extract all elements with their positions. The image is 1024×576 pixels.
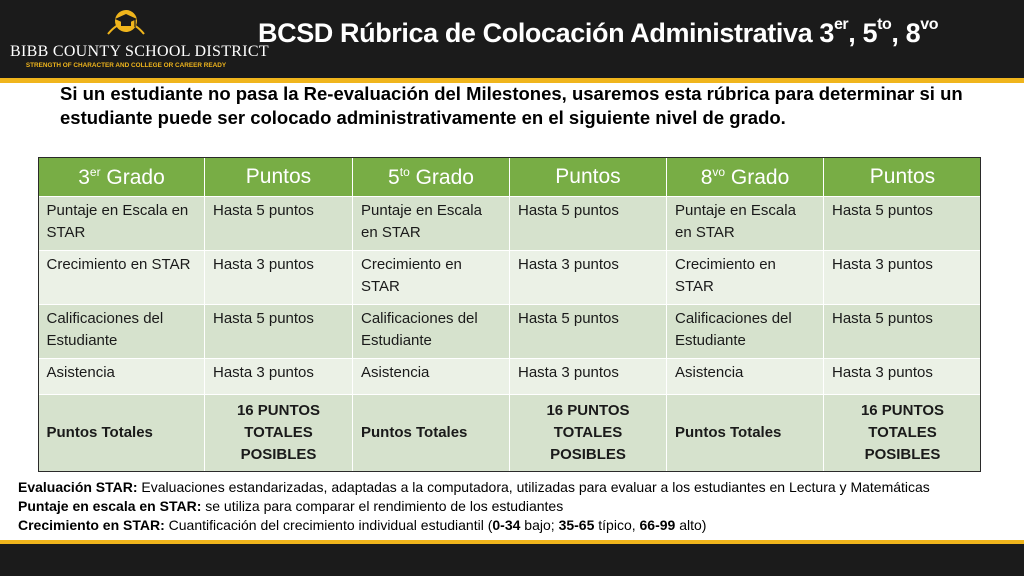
header-grade-3: 3er Grado — [39, 158, 205, 197]
table-cell: Hasta 3 puntos — [205, 251, 353, 305]
footnote-star-growth: Crecimiento en STAR: Cuantificación del crecimiento individual estudiantil (0-34 bajo; 35-65 típico, 66-99 alto) — [18, 517, 707, 533]
header-points: Puntos — [510, 158, 667, 197]
table-cell: Hasta 3 puntos — [510, 359, 667, 395]
table-cell: Crecimiento en STAR — [39, 251, 205, 305]
table-cell: Hasta 3 puntos — [510, 251, 667, 305]
table-cell: Calificaciones del Estudiante — [39, 305, 205, 359]
table-cell: Hasta 3 puntos — [824, 359, 982, 395]
total-label: Puntos Totales — [667, 395, 824, 472]
table-cell: Hasta 3 puntos — [824, 251, 982, 305]
table-cell: Calificaciones del Estudiante — [353, 305, 510, 359]
footer-bar — [0, 544, 1024, 576]
footnotes — [18, 478, 930, 535]
table-cell: Asistencia — [667, 359, 824, 395]
footnote-star-evaluation: Evaluación STAR: Evaluaciones estandarizadas, adaptadas a la computadora, utilizadas para evaluar a los estudiantes en Lectura y Matemáticas — [18, 479, 930, 495]
header-bar — [0, 0, 1024, 78]
header-grade-5: $5^{to}$ Grado — [353, 158, 510, 197]
table-row — [39, 251, 982, 305]
table-cell: Hasta 5 puntos — [824, 305, 982, 359]
table-cell: Asistencia — [39, 359, 205, 395]
table-cell: Asistencia — [353, 359, 510, 395]
intro-text: Si un estudiante no pasa la Re-evaluación del Milestones, usaremos esta rúbrica para determinar si un estudiante puede ser colocado administrativamente en el siguiente nivel de grado. — [60, 83, 963, 128]
table-cell: Hasta 5 puntos — [205, 305, 353, 359]
table-cell: Calificaciones del Estudiante — [667, 305, 824, 359]
table-cell: Puntaje en Escala en STAR — [353, 197, 510, 251]
district-logo[interactable] — [10, 6, 269, 72]
page-title: BCSD Rúbrica de Colocación Administrativa 3er, $5^{to}$, $8^{vo}$ — [258, 16, 939, 48]
graduation-cap-icon — [106, 6, 146, 36]
district-name: BIBB COUNTY SCHOOL DISTRICT — [10, 43, 269, 60]
header-grade-8: $8^{vo}$ Grado — [667, 158, 824, 197]
footnote-star-scale: Puntaje en escala en STAR: se utiliza para comparar el rendimiento de los estudiantes — [18, 498, 564, 514]
table-cell: Hasta 5 puntos — [510, 305, 667, 359]
total-label: Puntos Totales — [353, 395, 510, 472]
table-cell: Puntaje en Escala en STAR — [667, 197, 824, 251]
table-row — [39, 305, 982, 359]
district-tagline: STRENGTH OF CHARACTER AND COLLEGE OR CAREER READY — [25, 62, 227, 69]
total-label: Puntos Totales — [39, 395, 205, 472]
table-row — [39, 197, 982, 251]
total-value: 16 PUNTOS TOTALES POSIBLES — [205, 395, 353, 472]
table-cell: Hasta 3 puntos — [205, 359, 353, 395]
total-value: 16 PUNTOS TOTALES POSIBLES — [824, 395, 982, 472]
table-cell: Hasta 5 puntos — [205, 197, 353, 251]
table-header-row — [39, 158, 982, 197]
rubric-table — [38, 157, 982, 472]
table-cell: Puntaje en Escala en STAR — [39, 197, 205, 251]
table-row — [39, 359, 982, 395]
table-cell: Crecimiento en STAR — [353, 251, 510, 305]
table-cell: Crecimiento en STAR — [667, 251, 824, 305]
total-value: 16 PUNTOS TOTALES POSIBLES — [510, 395, 667, 472]
table-total-row — [39, 395, 982, 472]
table-cell: Hasta 5 puntos — [824, 197, 982, 251]
header-points: Puntos — [205, 158, 353, 197]
header-points: Puntos — [824, 158, 982, 197]
table-cell: Hasta 5 puntos — [510, 197, 667, 251]
